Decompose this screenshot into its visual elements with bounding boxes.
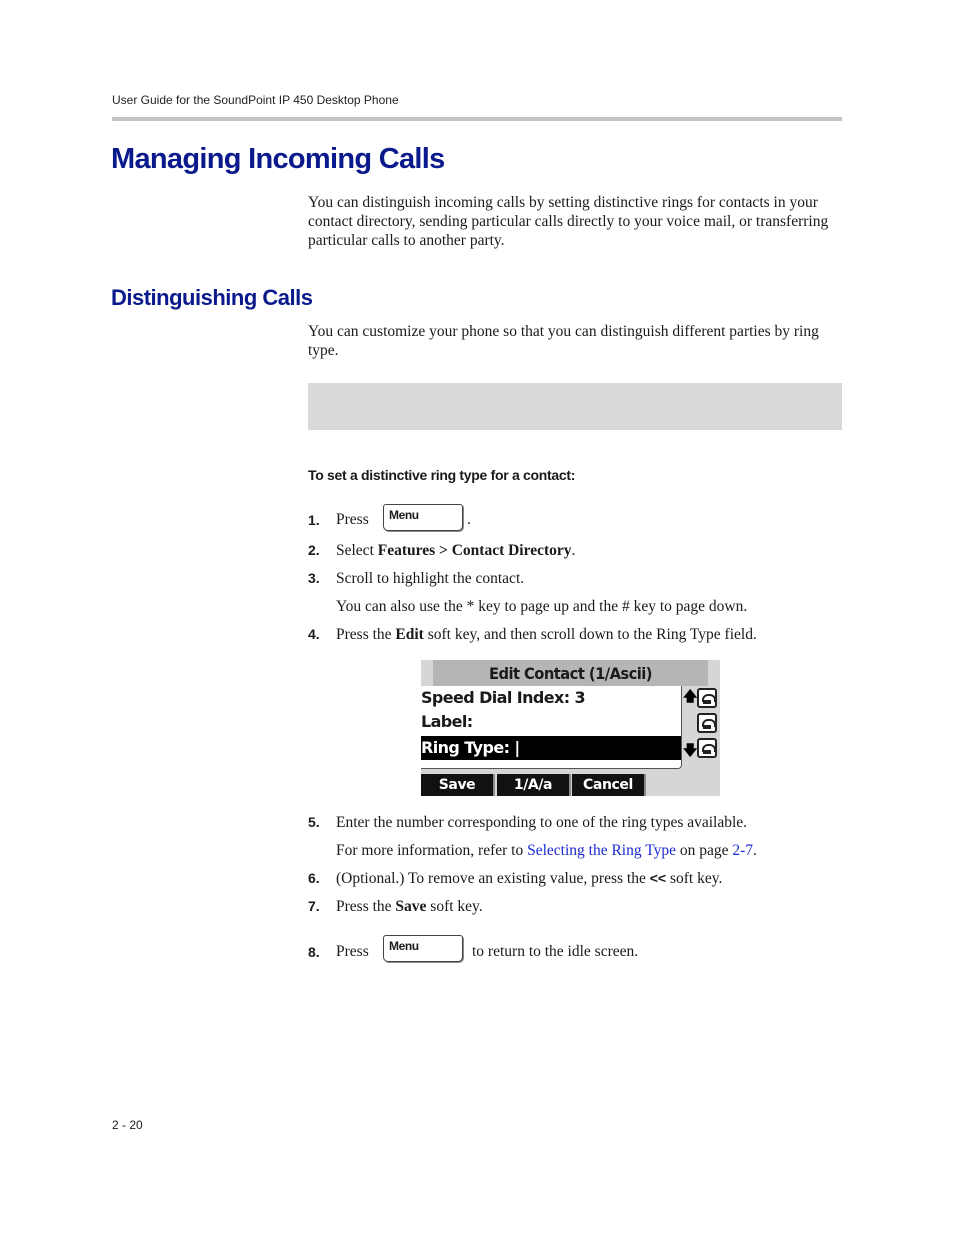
section-title: Distinguishing Calls: [111, 285, 313, 310]
step-number: 6.: [308, 870, 320, 886]
step-number: 7.: [308, 898, 320, 914]
phone-line-speed-dial: Speed Dial Index: 3: [421, 688, 585, 707]
running-header: User Guide for the SoundPoint IP 450 Desktop Phone: [112, 93, 399, 107]
step-note: You can also use the * key to page up and the # key to page down.: [336, 598, 748, 615]
line-phone-icon: [697, 713, 717, 733]
step-text: to return to the idle screen.: [472, 943, 639, 960]
header-rule: [112, 117, 842, 121]
phone-line-label: Label:: [421, 712, 473, 731]
phone-screen-body: [421, 686, 682, 769]
page-number: 2 - 20: [112, 1118, 143, 1132]
step-number: 1.: [308, 512, 320, 528]
procedure-heading: To set a distinctive ring type for a contact:: [308, 467, 576, 483]
step-number: 4.: [308, 626, 320, 642]
step-number: 8.: [308, 944, 320, 960]
step-text: Press the Save soft key.: [336, 898, 483, 915]
softkey-1-a-a: 1/A/a: [497, 774, 571, 796]
scroll-up-arrow-icon: 🡅: [683, 689, 698, 705]
step-text: Press the Edit soft key, and then scroll down to the Ring Type field.: [336, 626, 757, 643]
phone-screen-title: Edit Contact (1/Ascii): [433, 660, 708, 686]
step-number: 2.: [308, 542, 320, 558]
page-title: Managing Incoming Calls: [111, 143, 445, 175]
line-phone-icon: [697, 688, 717, 708]
phone-line-ring-type: Ring Type: |: [421, 736, 681, 760]
section-intro-paragraph: You can customize your phone so that you can distinguish different parties by ring type.: [308, 323, 819, 359]
scroll-down-arrow-icon: 🡇: [683, 743, 698, 759]
intro-paragraph: You can distinguish incoming calls by setting distinctive rings for contacts in your contact directory, sending particular calls directly to your voice mail, or transferring particular calls to another party.: [308, 194, 829, 249]
step-text: Select Features > Contact Directory.: [336, 542, 576, 559]
phone-screen-illustration: [421, 660, 720, 796]
step-note: For more information, refer to Selecting the Ring Type on page 2-7.: [336, 842, 757, 859]
step-number: 3.: [308, 570, 320, 586]
step-text: Press: [336, 943, 369, 960]
step-number: 5.: [308, 814, 320, 830]
step-text: Scroll to highlight the contact.: [336, 570, 525, 587]
softkey-cancel: Cancel: [572, 774, 646, 796]
softkey-save: Save: [421, 774, 495, 796]
step-text: .: [467, 511, 471, 528]
menu-key-icon: Menu: [383, 504, 463, 531]
menu-key-icon: Menu: [383, 935, 463, 962]
page-reference-link[interactable]: 2-7: [732, 842, 754, 859]
note-box: [308, 383, 842, 430]
cross-reference-link[interactable]: Selecting the Ring Type: [527, 842, 676, 859]
line-phone-icon: [697, 738, 717, 758]
step-text: (Optional.) To remove an existing value, press the << soft key.: [336, 870, 723, 887]
step-text: Enter the number corresponding to one of the ring types available.: [336, 814, 748, 831]
step-text: Press: [336, 511, 369, 528]
